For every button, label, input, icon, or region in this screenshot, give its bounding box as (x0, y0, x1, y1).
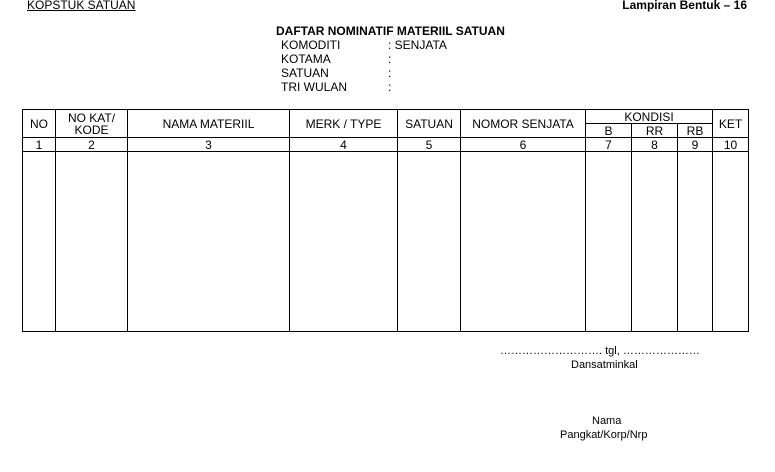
col-number: 9 (678, 138, 713, 152)
meta-label: TRI WULAN (281, 80, 347, 94)
col-number: 3 (128, 138, 290, 152)
col-number: 4 (290, 138, 398, 152)
attachment-label: Lampiran Bentuk – 16 (622, 0, 747, 12)
col-number: 2 (56, 138, 128, 152)
signature-name: Nama (592, 415, 622, 427)
table-cell (128, 152, 290, 332)
meta-row-satuan (281, 66, 391, 80)
meta-value: : SENJATA (388, 38, 447, 52)
col-header-ket: KET (713, 110, 749, 138)
col-header-kondisi: KONDISI (586, 110, 713, 124)
meta-value: : (388, 66, 392, 80)
table-cell (290, 152, 398, 332)
signature-date-line: ………………………. tgl, ………………… (500, 345, 700, 357)
table-cell (586, 152, 632, 332)
col-number: 8 (632, 138, 678, 152)
col-header-no: NO (23, 110, 56, 138)
col-header-b: B (586, 124, 632, 138)
table-cell (23, 152, 56, 332)
meta-row-komoditi (281, 38, 447, 52)
letterhead-label: KOPSTUK SATUAN (27, 0, 136, 12)
header-row (23, 110, 749, 124)
col-number: 1 (23, 138, 56, 152)
meta-row-kotama (281, 52, 391, 66)
signature-rank: Pangkat/Korp/Nrp (560, 429, 648, 441)
meta-label: KOTAMA (281, 52, 331, 66)
table-cell (398, 152, 461, 332)
col-number: 6 (461, 138, 586, 152)
table-cell (713, 152, 749, 332)
table-cell (678, 152, 713, 332)
col-header-merk: MERK / TYPE (290, 110, 398, 138)
signature-position: Dansatminkal (571, 359, 638, 371)
table-cell (632, 152, 678, 332)
col-number: 5 (398, 138, 461, 152)
materiel-table (22, 109, 749, 332)
meta-value: : (388, 52, 392, 66)
table-cell (56, 152, 128, 332)
column-number-row (23, 138, 749, 152)
empty-data-row (23, 152, 749, 332)
col-header-rr: RR (632, 124, 678, 138)
meta-label: KOMODITI (281, 38, 341, 52)
col-number: 7 (586, 138, 632, 152)
meta-value: : (388, 80, 392, 94)
col-header-nama: NAMA MATERIIL (128, 110, 290, 138)
col-header-no-kat: NO KAT/ KODE (56, 110, 128, 138)
col-header-satuan: SATUAN (398, 110, 461, 138)
table-cell (461, 152, 586, 332)
col-header-nomor: NOMOR SENJATA (461, 110, 586, 138)
document-title: DAFTAR NOMINATIF MATERIIL SATUAN (276, 24, 505, 38)
meta-label: SATUAN (281, 66, 329, 80)
col-header-rb: RB (678, 124, 713, 138)
col-number: 10 (713, 138, 749, 152)
meta-row-triwulan (281, 80, 391, 94)
